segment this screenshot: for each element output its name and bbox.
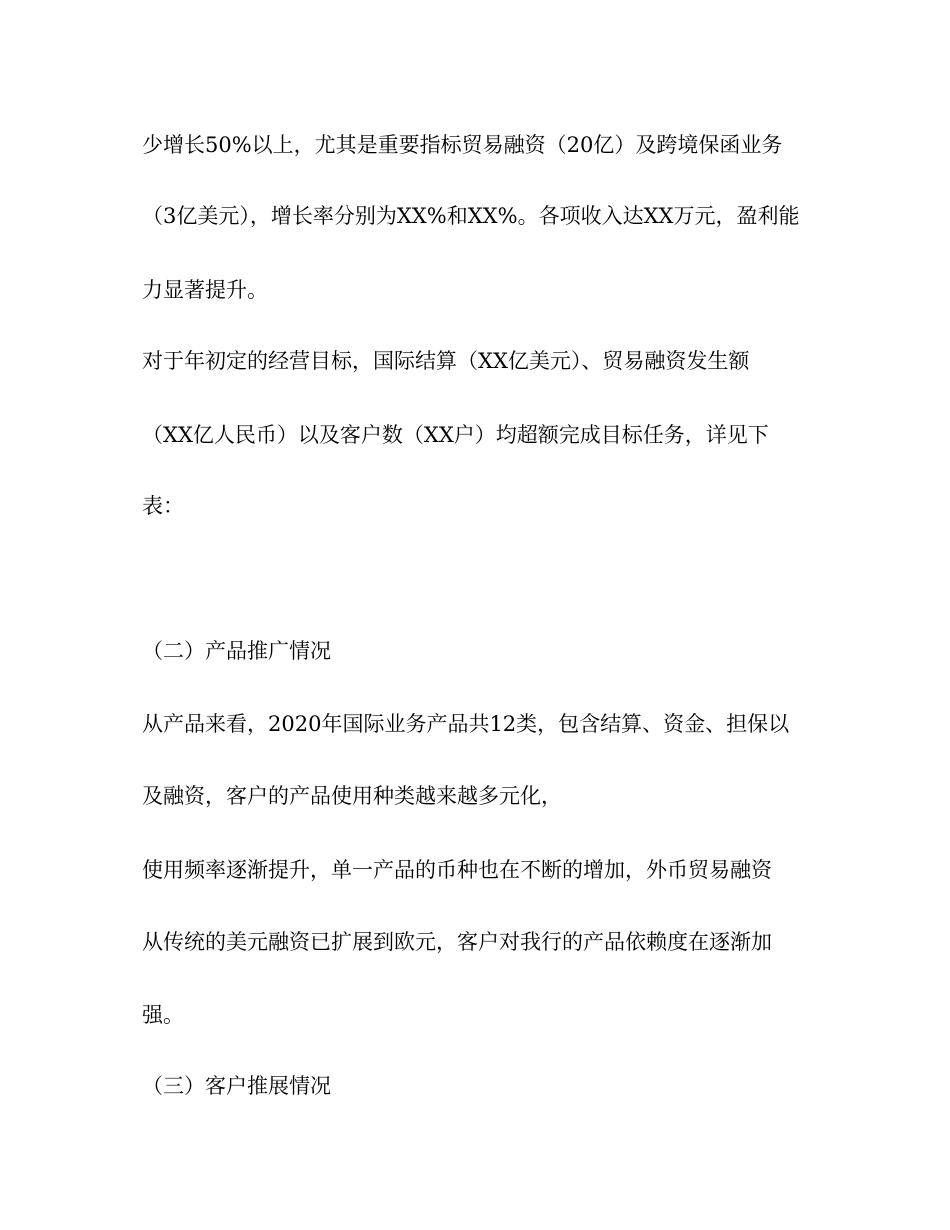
body-text-line: 少增长50%以上，尤其是重要指标贸易融资（20亿）及跨境保函业务 [142,133,783,157]
body-text-line: 力显著提升。 [142,278,268,302]
body-text-line: （XX亿人民币）以及客户数（XX户）均超额完成目标任务，详见下 [142,423,769,447]
body-text-line: 使用频率逐渐提升，单一产品的币种也在不断的增加，外币贸易融资 [142,858,772,882]
body-text-line: 表： [142,494,184,518]
section-heading-customers: （三）客户推展情况 [142,1074,331,1098]
body-text-line: （3亿美元），增长率分别为XX%和XX%。各项收入达XX万元，盈利能 [142,204,800,228]
body-text-line: 对于年初定的经营目标，国际结算（XX亿美元）、贸易融资发生额 [142,349,750,373]
body-text-line: 及融资，客户的产品使用种类越来越多元化， [142,784,562,808]
body-text-line: 强。 [142,1003,184,1027]
body-text-line: 从产品来看，2020年国际业务产品共12类，包含结算、资金、担保以 [142,712,790,736]
body-text-line: 从传统的美元融资已扩展到欧元，客户对我行的产品依赖度在逐渐加 [142,930,772,954]
section-heading-products: （二）产品推广情况 [142,639,331,663]
